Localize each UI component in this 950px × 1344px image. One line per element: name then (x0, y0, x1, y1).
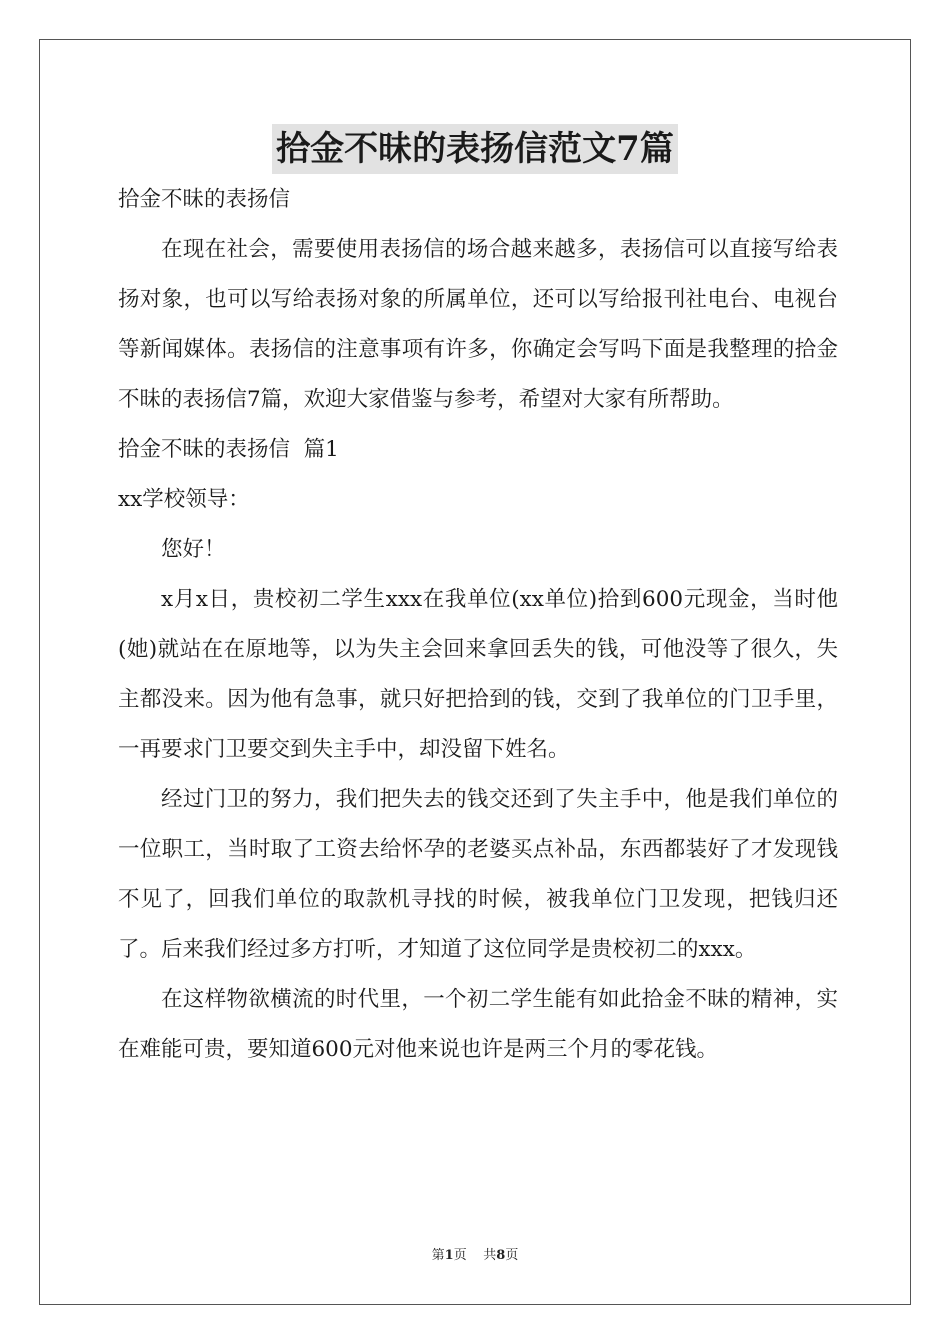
salutation: xx学校领导： (118, 487, 250, 512)
document-body (118, 175, 838, 1075)
document-title: 拾金不昧的表扬信范文7篇 (272, 124, 678, 174)
page-footer (0, 1244, 950, 1263)
section-heading: 拾金不昧的表扬信 篇1 (118, 437, 339, 462)
body-paragraph: 经过门卫的努力，我们把失去的钱交还到了失主手中，他是我们单位的一位职工，当时取了工资去给怀孕的老婆买点补品，东西都装好了才发现钱不见了，回我们单位的取款机寻找的时候，被我单位门卫发现，把钱归还了。后来我们经过多方打听，才知道了这位同学是贵校初二的xxx。 (118, 787, 838, 962)
total-suffix: 页 (505, 1248, 519, 1263)
title-container (0, 124, 950, 174)
intro-paragraph: 在现在社会，需要使用表扬信的场合越来越多，表扬信可以直接写给表扬对象，也可以写给表扬对象的所属单位，还可以写给报刊社电台、电视台等新闻媒体。表扬信的注意事项有许多，你确定会写吗下面是我整理的拾金不昧的表扬信7篇，欢迎大家借鉴与参考，希望对大家有所帮助。 (118, 237, 838, 412)
page-prefix: 第 (431, 1248, 445, 1263)
document-heading: 拾金不昧的表扬信 (118, 187, 291, 212)
page-number: 1 (444, 1248, 454, 1263)
greeting: 您好！ (161, 537, 226, 562)
page-suffix: 页 (453, 1248, 467, 1263)
total-prefix: 共 (483, 1248, 497, 1263)
body-paragraph: x月x日，贵校初二学生xxx在我单位(xx单位)拾到600元现金，当时他(她)就站在在原地等，以为失主会回来拿回丢失的钱，可他没等了很久，失主都没来。因为他有急事，就只好把拾到的钱，交到了我单位的门卫手里，一再要求门卫要交到失主手中，却没留下姓名。 (118, 587, 838, 762)
body-paragraph: 在这样物欲横流的时代里，一个初二学生能有如此拾金不昧的精神，实在难能可贵，要知道600元对他来说也许是两三个月的零花钱。 (118, 987, 838, 1062)
total-pages: 8 (496, 1248, 506, 1263)
